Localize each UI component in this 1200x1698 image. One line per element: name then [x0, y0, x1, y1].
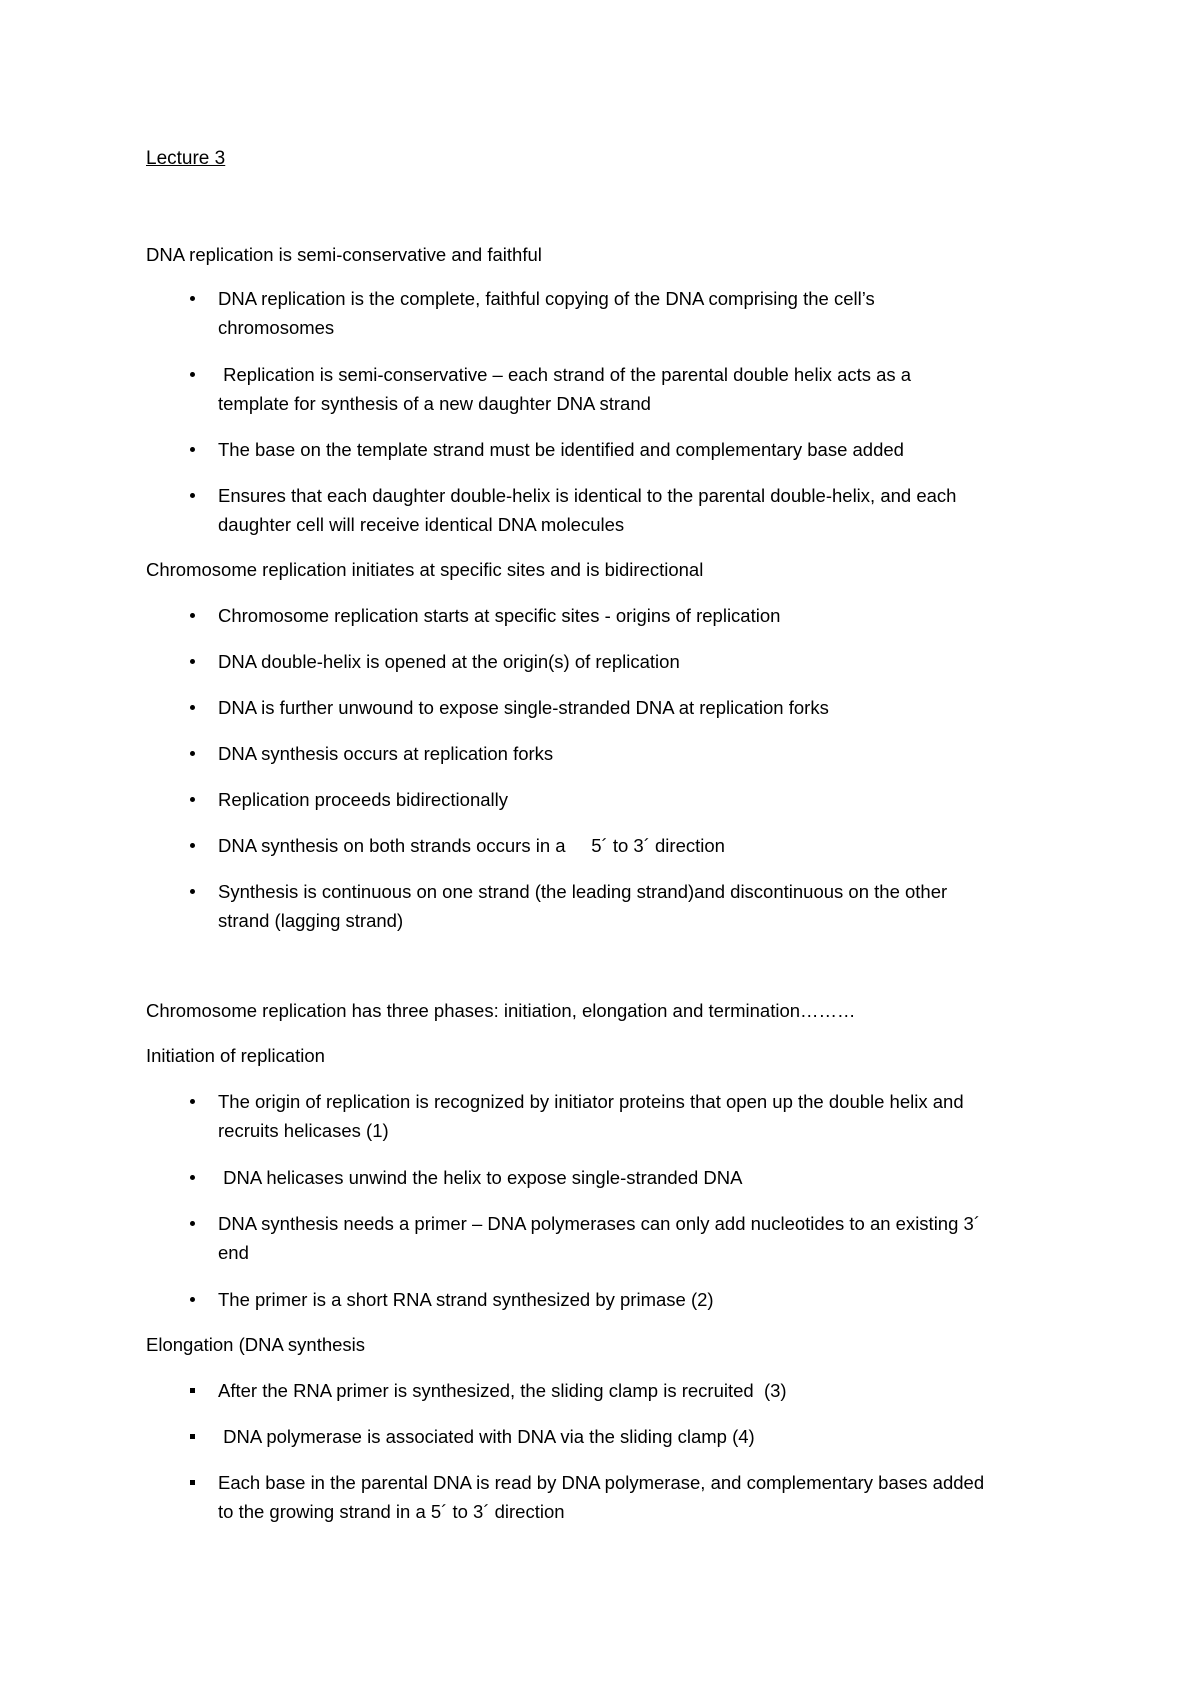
- section-heading: Elongation (DNA synthesis: [146, 1334, 366, 1355]
- bullet-icon: [186, 647, 198, 676]
- list-item-text: Ensures that each daughter double-helix is identical to the parental double-helix, and each daughter cell will receive identical DNA molecules: [218, 485, 957, 535]
- list-item: [186, 1422, 1086, 1451]
- list-item: [186, 435, 1086, 464]
- section-heading: DNA replication is semi-conservative and faithful: [146, 244, 542, 265]
- list-item-text: DNA double-helix is opened at the origin(s) of replication: [218, 651, 680, 672]
- list-item-text: DNA synthesis occurs at replication forks: [218, 743, 554, 764]
- bullet-icon: [186, 739, 198, 768]
- bullet-icon: [186, 360, 198, 389]
- list-item-text: The base on the template strand must be identified and complementary base added: [218, 439, 904, 460]
- section-heading: Chromosome replication has three phases: initiation, elongation and termination………: [146, 1000, 856, 1021]
- bullet-icon: [186, 877, 198, 906]
- list-item: [186, 785, 1086, 814]
- section-heading: Chromosome replication initiates at specific sites and is bidirectional: [146, 559, 704, 580]
- bullet-icon: [186, 831, 198, 860]
- bullet-icon: [186, 435, 198, 464]
- list-item: [186, 601, 1086, 630]
- list-item: [186, 739, 1086, 768]
- list-item: [186, 360, 1086, 418]
- list-item: [186, 1376, 1086, 1405]
- list-item: [186, 481, 1086, 539]
- list-item: [186, 284, 1086, 342]
- bullet-icon: [186, 481, 198, 510]
- list-item-text: Chromosome replication starts at specific sites - origins of replication: [218, 605, 781, 626]
- list-item-text: DNA is further unwound to expose single-stranded DNA at replication forks: [218, 697, 829, 718]
- list-item: [186, 1209, 1086, 1267]
- square-bullet-icon: [186, 1468, 198, 1497]
- list-item-text: Replication is semi-conservative – each strand of the parental double helix acts as a template for synthesis of a new daughter DNA strand: [218, 364, 912, 414]
- list-item-text: DNA helicases unwind the helix to expose single-stranded DNA: [218, 1167, 743, 1188]
- bullet-icon: [186, 284, 198, 313]
- list-item-text: DNA synthesis needs a primer – DNA polymerases can only add nucleotides to an existing 3´ end: [218, 1213, 980, 1263]
- bullet-icon: [186, 601, 198, 630]
- list-item: [186, 877, 1086, 935]
- section-heading: Initiation of replication: [146, 1045, 325, 1066]
- bullet-icon: [186, 1285, 198, 1314]
- list-item-text: Synthesis is continuous on one strand (the leading strand)and discontinuous on the other strand (lagging strand): [218, 881, 948, 931]
- bullet-icon: [186, 785, 198, 814]
- bullet-icon: [186, 1163, 198, 1192]
- list-item-text: After the RNA primer is synthesized, the sliding clamp is recruited (3): [218, 1380, 787, 1401]
- list-item-text: DNA synthesis on both strands occurs in a 5´ to 3´ direction: [218, 835, 725, 856]
- page-title: Lecture 3: [146, 148, 226, 169]
- list-item: [186, 1087, 1086, 1145]
- square-bullet-icon: [186, 1422, 198, 1451]
- list-item-text: DNA replication is the complete, faithful copying of the DNA comprising the cell’s chromosomes: [218, 288, 875, 338]
- bullet-icon: [186, 1209, 198, 1238]
- list-item: [186, 1468, 1086, 1526]
- list-item-text: The primer is a short RNA strand synthesized by primase (2): [218, 1289, 714, 1310]
- square-bullet-icon: [186, 1376, 198, 1405]
- bullet-icon: [186, 693, 198, 722]
- list-item: [186, 1163, 1086, 1192]
- list-item: [186, 647, 1086, 676]
- list-item-text: Each base in the parental DNA is read by DNA polymerase, and complementary bases added to the growing strand in a 5´ to 3´ direction: [218, 1472, 985, 1522]
- list-item: [186, 693, 1086, 722]
- list-item-text: Replication proceeds bidirectionally: [218, 789, 508, 810]
- list-item: [186, 1285, 1086, 1314]
- bullet-icon: [186, 1087, 198, 1116]
- list-item: [186, 831, 1086, 860]
- list-item-text: DNA polymerase is associated with DNA via the sliding clamp (4): [218, 1426, 755, 1447]
- list-item-text: The origin of replication is recognized by initiator proteins that open up the double helix and recruits helicases (1): [218, 1091, 964, 1141]
